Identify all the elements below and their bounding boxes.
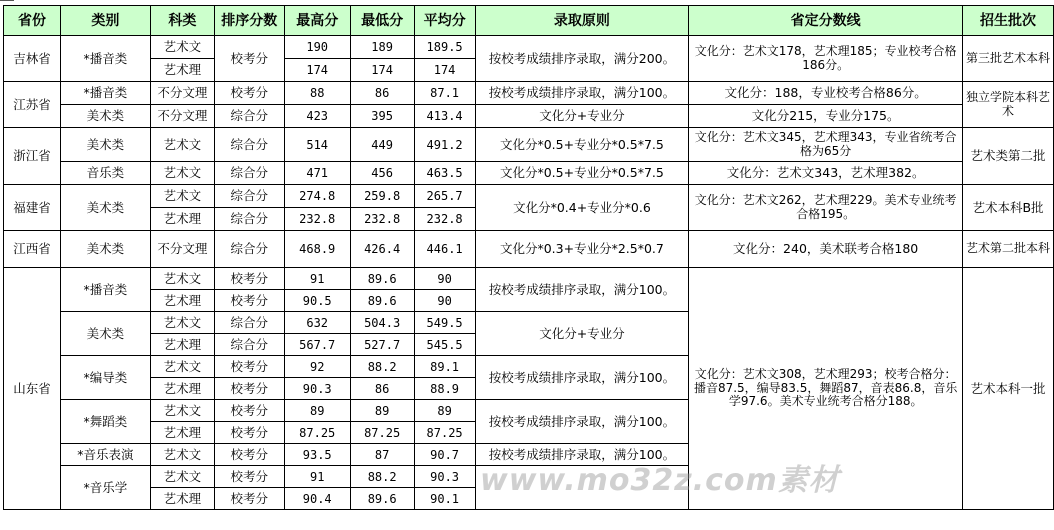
subject-cell: 艺术文 <box>150 466 214 488</box>
sort-score-cell: 校考分 <box>214 290 284 312</box>
min-cell: 87.25 <box>350 422 414 444</box>
subject-cell: 艺术理 <box>150 488 214 510</box>
cutoff-line-cell: 文化分：艺术文308，艺术理293；校考合格分：播音87.5，编导83.5，舞蹈87，音表86.8，音乐学97.6。美术专业统考合格分188。 <box>689 268 963 510</box>
avg-cell: 89 <box>414 400 475 422</box>
subject-cell: 艺术文 <box>150 400 214 422</box>
subject-cell: 艺术理 <box>150 378 214 400</box>
sort-score-cell: 综合分 <box>214 185 284 208</box>
principle-cell: 文化分*0.5+专业分*0.5*7.5 <box>475 162 689 185</box>
sort-score-cell: 校考分 <box>214 378 284 400</box>
avg-cell: 90.7 <box>414 444 475 466</box>
header-batch: 招生批次 <box>963 6 1054 36</box>
principle-cell: 文化分*0.3+专业分*2.5*0.7 <box>475 231 689 268</box>
sort-score-cell: 校考分 <box>214 268 284 290</box>
subject-cell: 不分文理 <box>150 105 214 128</box>
subject-cell: 艺术理 <box>150 59 214 82</box>
avg-cell: 88.9 <box>414 378 475 400</box>
sort-score-cell: 校考分 <box>214 444 284 466</box>
sort-score-cell: 校考分 <box>214 356 284 378</box>
header-min: 最低分 <box>350 6 414 36</box>
category-cell: *播音类 <box>60 268 150 312</box>
min-cell: 259.8 <box>350 185 414 208</box>
max-cell: 91 <box>284 466 350 488</box>
avg-cell: 549.5 <box>414 312 475 334</box>
min-cell: 89.6 <box>350 290 414 312</box>
category-cell: *编导类 <box>60 356 150 400</box>
avg-cell: 90 <box>414 290 475 312</box>
subject-cell: 艺术理 <box>150 334 214 356</box>
avg-cell: 87.25 <box>414 422 475 444</box>
max-cell: 423 <box>284 105 350 128</box>
batch-cell: 独立学院本科艺术 <box>963 82 1054 128</box>
header-sort-score: 排序分数 <box>214 6 284 36</box>
sort-score-cell: 校考分 <box>214 36 284 82</box>
cutoff-line-cell: 文化分215，专业分175。 <box>689 105 963 128</box>
avg-cell: 90.1 <box>414 488 475 510</box>
principle-cell: 文化分+专业分 <box>475 312 689 356</box>
subject-cell: 艺术文 <box>150 162 214 185</box>
min-cell: 86 <box>350 378 414 400</box>
category-cell: *音乐表演 <box>60 444 150 466</box>
min-cell: 89 <box>350 400 414 422</box>
avg-cell: 87.1 <box>414 82 475 105</box>
table-row <box>4 128 1054 162</box>
avg-cell: 90.3 <box>414 466 475 488</box>
category-cell: 美术类 <box>60 312 150 356</box>
min-cell: 449 <box>350 128 414 162</box>
category-cell: 美术类 <box>60 185 150 231</box>
avg-cell: 189.5 <box>414 36 475 59</box>
subject-cell: 艺术文 <box>150 312 214 334</box>
max-cell: 90.4 <box>284 488 350 510</box>
min-cell: 395 <box>350 105 414 128</box>
max-cell: 91 <box>284 268 350 290</box>
sort-score-cell: 校考分 <box>214 488 284 510</box>
subject-cell: 艺术文 <box>150 185 214 208</box>
principle-cell: 按校考成绩排序录取，满分200。 <box>475 36 689 82</box>
sort-score-cell: 综合分 <box>214 105 284 128</box>
max-cell: 174 <box>284 59 350 82</box>
subject-cell: 艺术文 <box>150 356 214 378</box>
table-row <box>4 185 1054 208</box>
max-cell: 90.3 <box>284 378 350 400</box>
principle-cell: 按校考成绩排序录取，满分100。 <box>475 268 689 312</box>
category-cell: *播音类 <box>60 82 150 105</box>
max-cell: 274.8 <box>284 185 350 208</box>
avg-cell: 463.5 <box>414 162 475 185</box>
province-cell: 浙江省 <box>4 128 61 185</box>
sort-score-cell: 综合分 <box>214 208 284 231</box>
table-row <box>4 162 1054 185</box>
min-cell: 504.3 <box>350 312 414 334</box>
table-row <box>4 268 1054 290</box>
sort-score-cell: 校考分 <box>214 422 284 444</box>
min-cell: 89.6 <box>350 268 414 290</box>
max-cell: 468.9 <box>284 231 350 268</box>
max-cell: 567.7 <box>284 334 350 356</box>
min-cell: 174 <box>350 59 414 82</box>
header-province: 省份 <box>4 6 61 36</box>
subject-cell: 艺术文 <box>150 268 214 290</box>
min-cell: 87 <box>350 444 414 466</box>
cutoff-line-cell: 文化分：艺术文345，艺术理343，专业省统考合格为65分 <box>689 128 963 162</box>
sort-score-cell: 综合分 <box>214 231 284 268</box>
principle-cell: 文化分*0.5+专业分*0.5*7.5 <box>475 128 689 162</box>
category-cell: 音乐类 <box>60 162 150 185</box>
table-row <box>4 36 1054 59</box>
min-cell: 86 <box>350 82 414 105</box>
avg-cell: 545.5 <box>414 334 475 356</box>
category-cell: *音乐学 <box>60 466 150 510</box>
batch-cell: 艺术类第二批 <box>963 128 1054 185</box>
header-category: 类别 <box>60 6 150 36</box>
avg-cell: 413.4 <box>414 105 475 128</box>
max-cell: 190 <box>284 36 350 59</box>
category-cell: 美术类 <box>60 128 150 162</box>
cutoff-line-cell: 文化分：艺术文262，艺术理229。美术专业统考合格195。 <box>689 185 963 231</box>
max-cell: 471 <box>284 162 350 185</box>
max-cell: 514 <box>284 128 350 162</box>
max-cell: 88 <box>284 82 350 105</box>
subject-cell: 艺术理 <box>150 208 214 231</box>
table-row <box>4 105 1054 128</box>
header-cutoff-line: 省定分数线 <box>689 6 963 36</box>
min-cell: 426.4 <box>350 231 414 268</box>
avg-cell: 174 <box>414 59 475 82</box>
subject-cell: 艺术文 <box>150 444 214 466</box>
principle-cell: 文化分+专业分 <box>475 105 689 128</box>
province-cell: 福建省 <box>4 185 61 231</box>
category-cell: *播音类 <box>60 36 150 82</box>
sort-score-cell: 校考分 <box>214 466 284 488</box>
cutoff-line-cell: 文化分：188，专业校考合格86分。 <box>689 82 963 105</box>
avg-cell: 232.8 <box>414 208 475 231</box>
avg-cell: 265.7 <box>414 185 475 208</box>
principle-cell: 按校考成绩排序录取，满分100。 <box>475 356 689 400</box>
avg-cell: 491.2 <box>414 128 475 162</box>
corner-mark <box>0 0 14 4</box>
max-cell: 87.25 <box>284 422 350 444</box>
principle-cell: 按校考成绩排序录取，满分100。 <box>475 400 689 444</box>
max-cell: 232.8 <box>284 208 350 231</box>
subject-cell: 艺术文 <box>150 128 214 162</box>
avg-cell: 89.1 <box>414 356 475 378</box>
avg-cell: 446.1 <box>414 231 475 268</box>
sort-score-cell: 校考分 <box>214 400 284 422</box>
subject-cell: 不分文理 <box>150 82 214 105</box>
sort-score-cell: 综合分 <box>214 128 284 162</box>
table-row <box>4 82 1054 105</box>
province-cell: 江苏省 <box>4 82 61 128</box>
sort-score-cell: 校考分 <box>214 82 284 105</box>
site-watermark: www.mo32z.com素材 <box>480 463 840 498</box>
category-cell: 美术类 <box>60 105 150 128</box>
batch-cell: 艺术第二批本科 <box>963 231 1054 268</box>
admission-score-table <box>3 5 1054 510</box>
principle-cell: 按校考成绩排序录取，满分100。 <box>475 82 689 105</box>
max-cell: 89 <box>284 400 350 422</box>
header-row <box>4 6 1054 36</box>
min-cell: 88.2 <box>350 466 414 488</box>
avg-cell: 90 <box>414 268 475 290</box>
province-cell: 江西省 <box>4 231 61 268</box>
batch-cell: 艺术本科B批 <box>963 185 1054 231</box>
category-cell: *舞蹈类 <box>60 400 150 444</box>
min-cell: 89.6 <box>350 488 414 510</box>
cutoff-line-cell: 文化分：艺术文343，艺术理382。 <box>689 162 963 185</box>
subject-cell: 艺术文 <box>150 36 214 59</box>
header-avg: 平均分 <box>414 6 475 36</box>
cutoff-line-cell: 文化分：240，美术联考合格180 <box>689 231 963 268</box>
subject-cell: 艺术理 <box>150 422 214 444</box>
min-cell: 88.2 <box>350 356 414 378</box>
principle-cell: 按校考成绩排序录取，满分100。 <box>475 444 689 466</box>
max-cell: 90.5 <box>284 290 350 312</box>
batch-cell: 第三批艺术本科 <box>963 36 1054 82</box>
province-cell: 吉林省 <box>4 36 61 82</box>
min-cell: 189 <box>350 36 414 59</box>
max-cell: 93.5 <box>284 444 350 466</box>
batch-cell: 艺术本科一批 <box>963 268 1054 510</box>
max-cell: 92 <box>284 356 350 378</box>
max-cell: 632 <box>284 312 350 334</box>
sort-score-cell: 综合分 <box>214 312 284 334</box>
min-cell: 232.8 <box>350 208 414 231</box>
subject-cell: 不分文理 <box>150 231 214 268</box>
header-principle: 录取原则 <box>475 6 689 36</box>
subject-cell: 艺术理 <box>150 290 214 312</box>
province-cell: 山东省 <box>4 268 61 510</box>
min-cell: 456 <box>350 162 414 185</box>
principle-cell: 文化分*0.4+专业分*0.6 <box>475 185 689 231</box>
table-row <box>4 231 1054 268</box>
header-subject: 科类 <box>150 6 214 36</box>
sort-score-cell: 综合分 <box>214 162 284 185</box>
principle-cell <box>475 466 689 510</box>
cutoff-line-cell: 文化分：艺术文178，艺术理185；专业校考合格186分。 <box>689 36 963 82</box>
min-cell: 527.7 <box>350 334 414 356</box>
header-max: 最高分 <box>284 6 350 36</box>
sort-score-cell: 综合分 <box>214 334 284 356</box>
category-cell: 美术类 <box>60 231 150 268</box>
